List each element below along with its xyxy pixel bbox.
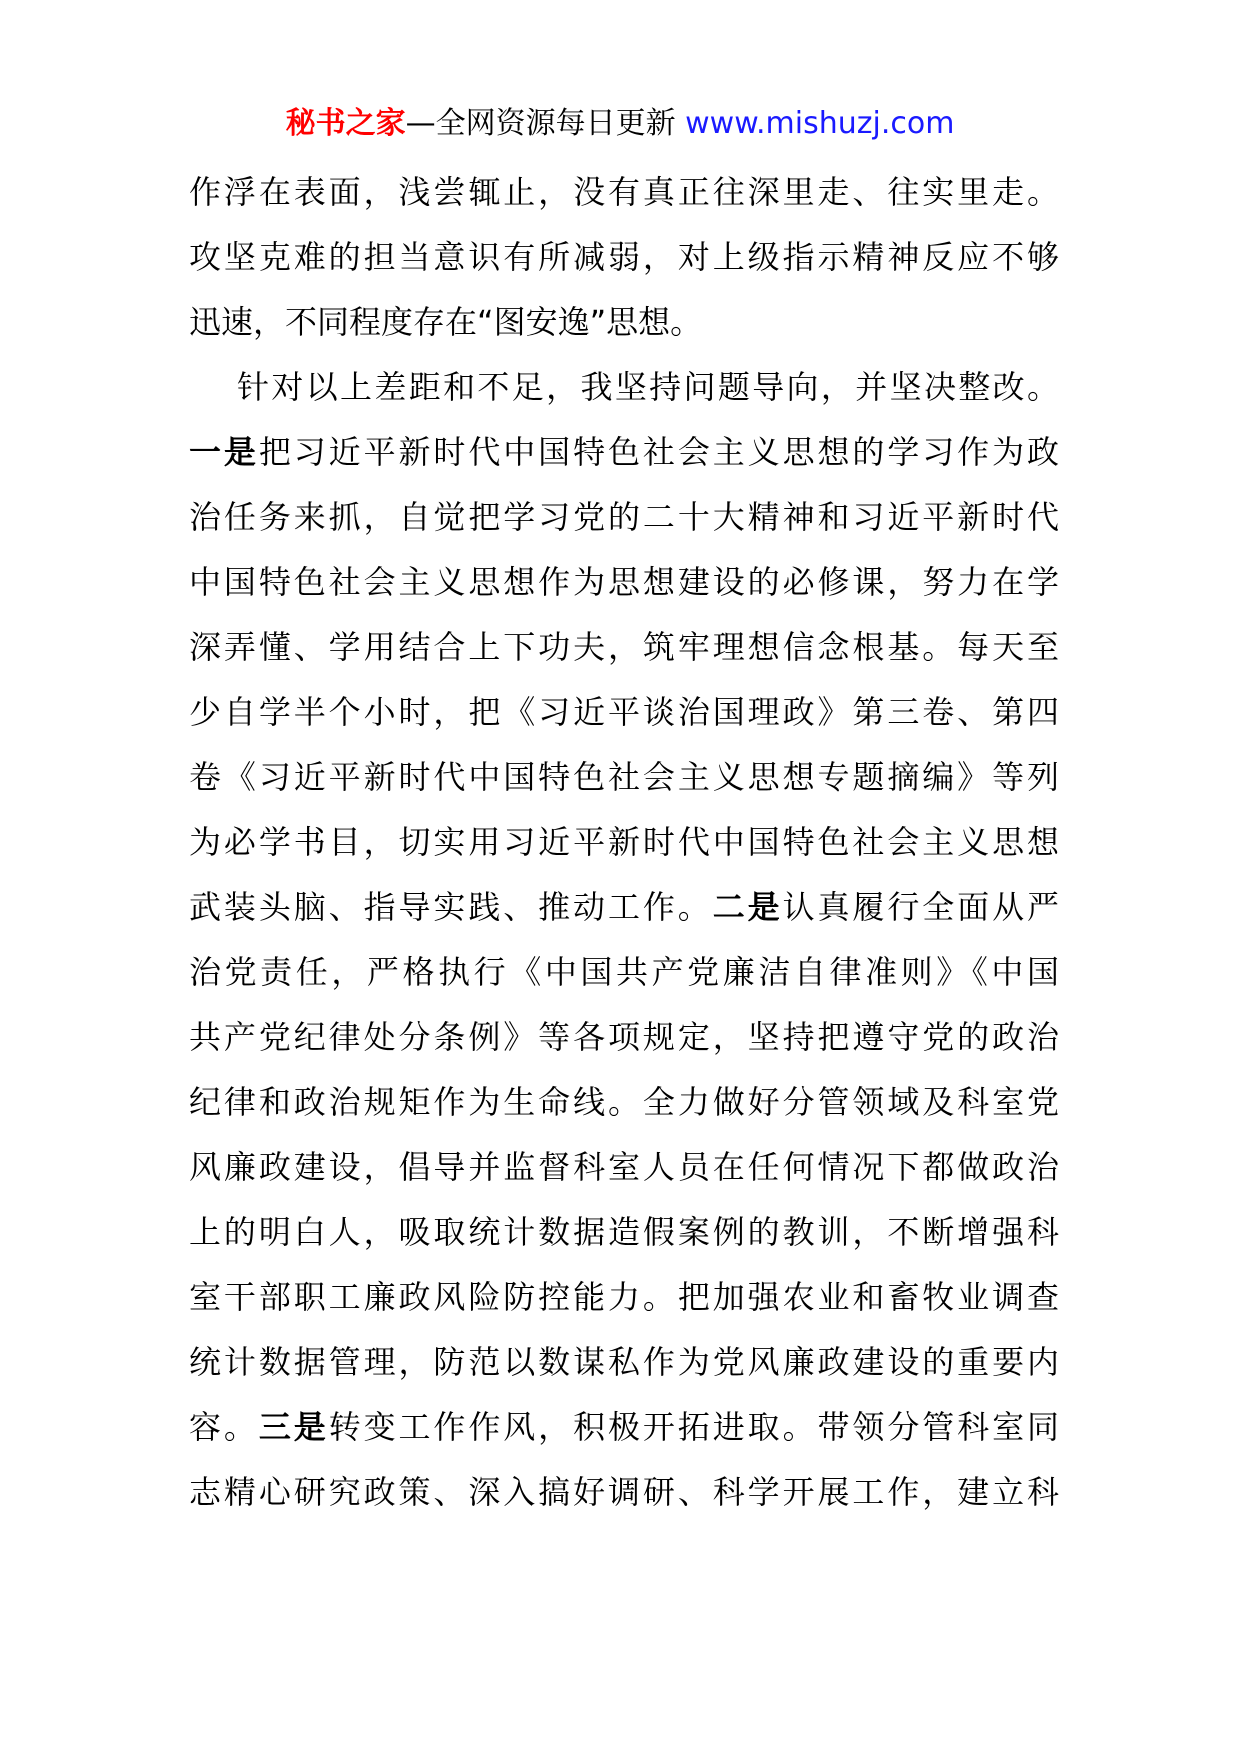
header-tagline: —全网资源每日更新	[405, 106, 676, 141]
text-run: 作浮在表面，浅尝辄止，没有真正往深里走、往实里走。	[189, 173, 1059, 211]
text-line	[189, 615, 1059, 680]
text-line	[189, 1200, 1059, 1265]
text-line	[189, 1460, 1059, 1525]
text-run: 治任务来抓，自觉把学习党的二十大精神和习近平新时代	[189, 498, 1059, 536]
text-line	[189, 1330, 1059, 1395]
text-line	[189, 940, 1059, 1005]
text-line	[189, 290, 1059, 355]
text-run: 风廉政建设，倡导并监督科室人员在任何情况下都做政治	[189, 1148, 1059, 1186]
text-run: 深弄懂、学用结合上下功夫，筑牢理想信念根基。每天至	[189, 628, 1059, 666]
text-line	[189, 745, 1059, 810]
text-run: 容。	[189, 1408, 259, 1446]
text-run: 把习近平新时代中国特色社会主义思想的学习作为政	[258, 433, 1059, 471]
text-run: 少自学半个小时，把《习近平谈治国理政》第三卷、第四	[189, 693, 1059, 731]
text-run: 志精心研究政策、深入搞好调研、科学开展工作，建立科	[189, 1473, 1059, 1511]
point-label: 一是	[189, 433, 259, 471]
text-run: 武装头脑、指导实践、推动工作。	[189, 888, 713, 926]
text-line	[189, 420, 1059, 485]
text-run: 治党责任，严格执行《中国共产党廉洁自律准则》《中国	[189, 953, 1059, 991]
text-line	[189, 160, 1059, 225]
text-run: 针对以上差距和不足，我坚持问题导向，并坚决整改。	[237, 368, 1059, 406]
text-line	[189, 1265, 1059, 1330]
text-run: 统计数据管理，防范以数谋私作为党风廉政建设的重要内	[189, 1343, 1059, 1381]
text-run: 迅速，不同程度存在“图安逸”思想。	[189, 303, 703, 341]
text-line	[189, 485, 1059, 550]
text-run: 室干部职工廉政风险防控能力。把加强农业和畜牧业调查	[189, 1278, 1059, 1316]
text-line	[189, 355, 1059, 420]
text-line	[189, 550, 1059, 615]
text-run: 认真履行全面从严	[782, 888, 1059, 926]
header-brand: 秘书之家	[285, 106, 406, 141]
text-run: 纪律和政治规矩作为生命线。全力做好分管领域及科室党	[189, 1083, 1059, 1121]
text-line	[189, 225, 1059, 290]
page-header	[0, 104, 1240, 144]
text-line	[189, 1070, 1059, 1135]
point-label: 三是	[258, 1408, 329, 1446]
text-line	[189, 1135, 1059, 1200]
text-line	[189, 680, 1059, 745]
text-run: 转变工作作风，积极开拓进取。带领分管科室同	[328, 1408, 1059, 1446]
text-line	[189, 810, 1059, 875]
text-run: 中国特色社会主义思想作为思想建设的必修课，努力在学	[189, 563, 1059, 601]
header-url[interactable]: www.mishuzj.com	[685, 106, 955, 141]
text-line	[189, 1005, 1059, 1070]
text-run: 为必学书目，切实用习近平新时代中国特色社会主义思想	[189, 823, 1059, 861]
text-run: 共产党纪律处分条例》等各项规定，坚持把遵守党的政治	[189, 1018, 1059, 1056]
text-run: 攻坚克难的担当意识有所减弱，对上级指示精神反应不够	[189, 238, 1059, 276]
text-line	[189, 875, 1059, 940]
text-line	[189, 1395, 1059, 1460]
point-label: 二是	[712, 888, 783, 926]
text-run: 卷《习近平新时代中国特色社会主义思想专题摘编》等列	[189, 758, 1059, 796]
text-run: 上的明白人，吸取统计数据造假案例的教训，不断增强科	[189, 1213, 1059, 1251]
body-text	[189, 160, 1059, 1525]
